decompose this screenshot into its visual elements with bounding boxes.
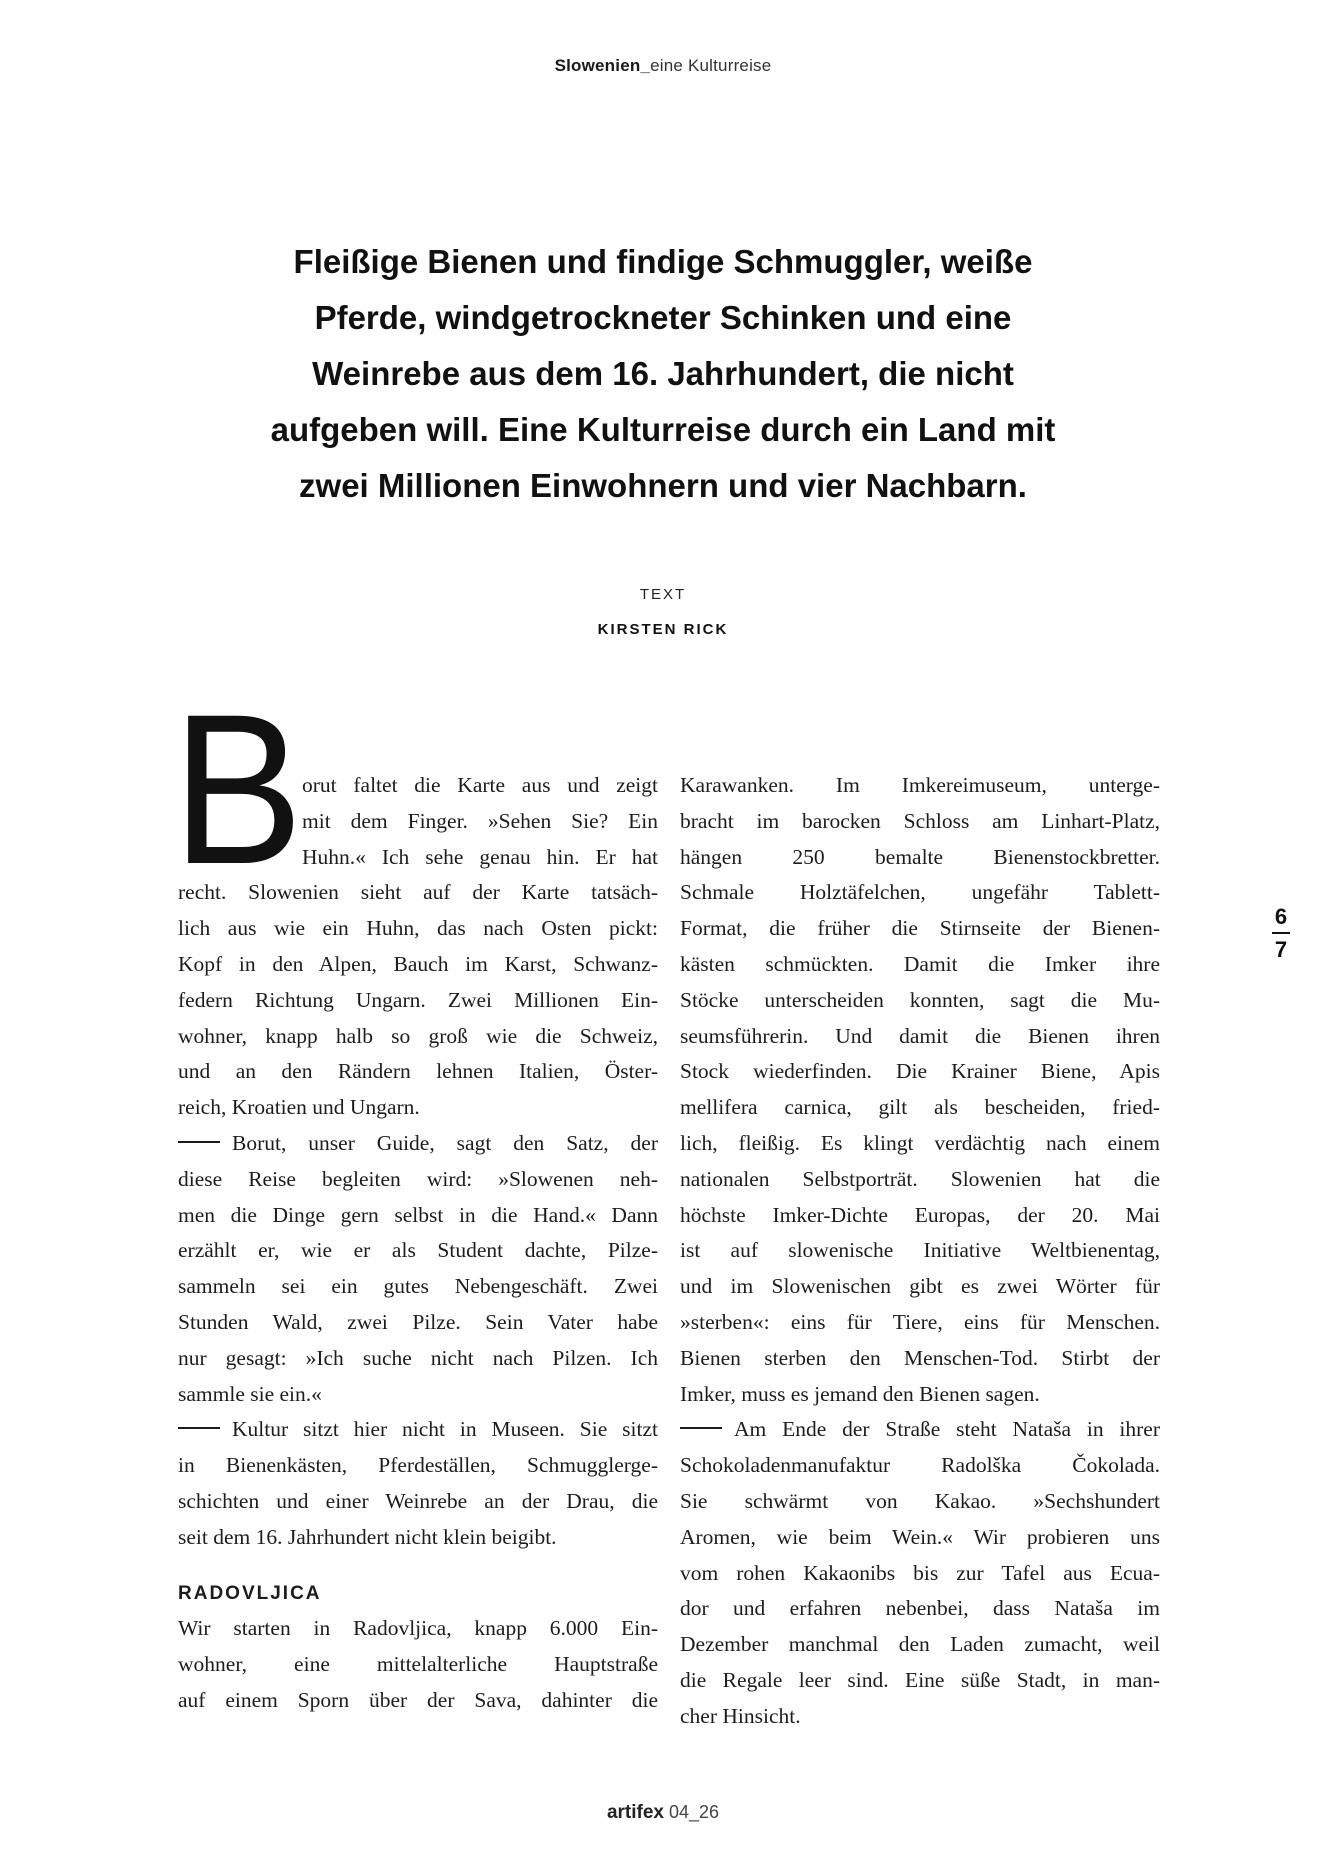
body-line: nur gesagt: »Ich suche nicht nach Pilzen. Ich <box>178 1345 658 1370</box>
body-line: Huhn.« Ich sehe genau hin. Er hat <box>302 844 658 869</box>
body-line: Aromen, wie beim Wein.« Wir probieren uns <box>680 1524 1160 1549</box>
body-line: sammeln sei ein gutes Nebengeschäft. Zwei <box>178 1274 658 1299</box>
page-number-left: 6 <box>1274 904 1288 929</box>
paragraph-dash <box>178 1141 220 1143</box>
body-line: Borut, unser Guide, sagt den Satz, der <box>232 1130 658 1155</box>
body-line: cher Hinsicht. <box>680 1703 801 1728</box>
body-line: Stunden Wald, zwei Pilze. Sein Vater habe <box>178 1309 658 1334</box>
paragraph-start <box>680 1412 1160 1448</box>
body-line: und an den Rändern lehnen Italien, Öster- <box>178 1059 658 1084</box>
body-line: erzählt er, wie er als Student dachte, Pilze- <box>178 1238 658 1263</box>
body-line: höchste Imker-Dichte Europas, der 20. Mai <box>680 1202 1160 1227</box>
lead-line: Fleißige Bienen und findige Schmuggler, weiße <box>293 243 1033 280</box>
running-head <box>0 56 1326 76</box>
paragraph-start <box>178 1126 658 1162</box>
body-line: Wir starten in Radovljica, knapp 6.000 Ein- <box>178 1616 658 1641</box>
body-line: Dezember manchmal den Laden zumacht, weil <box>680 1632 1160 1657</box>
body-line: mellifera carnica, gilt als bescheiden, fried- <box>680 1095 1160 1120</box>
body-line: Kultur sitzt hier nicht in Museen. Sie sitzt <box>232 1417 658 1442</box>
body-line: men die Dinge gern selbst in die Hand.« Dann <box>178 1202 658 1227</box>
section-subheading: RADOVLJICA <box>178 1582 322 1604</box>
body-line: schichten und einer Weinrebe an der Drau, die <box>178 1488 658 1513</box>
lead-line: aufgeben will. Eine Kulturreise durch ein Land mit <box>270 411 1056 448</box>
lead-line: Pferde, windgetrockneter Schinken und eine <box>314 299 1012 336</box>
credit-label: TEXT <box>639 586 687 603</box>
body-line: dor und erfahren nebenbei, dass Nataša im <box>680 1596 1160 1621</box>
body-line: Schmale Holztäfelchen, ungefähr Tablett- <box>680 880 1160 905</box>
body-line: auf einem Sporn über der Sava, dahinter die <box>178 1687 658 1712</box>
body-line: Am Ende der Straße steht Nataša in ihrer <box>734 1417 1160 1442</box>
body-line: reich, Kroatien und Ungarn. <box>178 1095 420 1120</box>
body-line: Kopf in den Alpen, Bauch im Karst, Schwanz- <box>178 951 658 976</box>
body-line: Stock wiederfinden. Die Krainer Biene, Apis <box>680 1059 1160 1084</box>
body-line: bracht im barocken Schloss am Linhart-Platz, <box>680 808 1160 833</box>
paragraph-start <box>178 1412 658 1448</box>
body-line: federn Richtung Ungarn. Zwei Millionen Ein- <box>178 987 658 1012</box>
drop-cap: B <box>172 670 304 909</box>
body-line: wohner, knapp halb so groß wie die Schweiz, <box>178 1023 658 1048</box>
paragraph-dash <box>680 1427 722 1429</box>
body-line: kästen schmückten. Damit die Imker ihre <box>680 951 1160 976</box>
credit-author: KIRSTEN RICK <box>597 621 729 638</box>
running-head-subtitle: eine Kulturreise <box>650 56 772 75</box>
body-line: nationalen Selbstporträt. Slowenien hat die <box>680 1166 1160 1191</box>
body-line: recht. Slowenien sieht auf der Karte tatsäch- <box>178 880 658 905</box>
body-line: sammle sie ein.« <box>178 1381 322 1406</box>
body-line: seit dem 16. Jahrhundert nicht klein beigibt. <box>178 1524 557 1549</box>
body-line: diese Reise begleiten wird: »Slowenen neh- <box>178 1166 658 1191</box>
body-line: »sterben«: eins für Tiere, eins für Menschen. <box>680 1309 1160 1334</box>
body-line: die Regale leer sind. Eine süße Stadt, in man- <box>680 1667 1160 1692</box>
body-line: wohner, eine mittelalterliche Hauptstraße <box>178 1652 658 1677</box>
body-column-left <box>178 768 658 1719</box>
body-line: Imker, muss es jemand den Bienen sagen. <box>680 1381 1040 1406</box>
body-line: Bienen sterben den Menschen-Tod. Stirbt der <box>680 1345 1160 1370</box>
lead-line: Weinrebe aus dem 16. Jahrhundert, die nicht <box>312 355 1014 392</box>
body-line: hängen 250 bemalte Bienenstockbretter. <box>680 844 1160 869</box>
body-line: seumsführerin. Und damit die Bienen ihren <box>680 1023 1160 1048</box>
footer-brand: artifex <box>606 1802 664 1823</box>
lead-paragraph <box>260 234 1066 514</box>
page-numbers <box>1268 904 1294 963</box>
lead-line: zwei Millionen Einwohnern und vier Nachbarn. <box>299 467 1027 504</box>
body-line: vom rohen Kakaonibs bis zur Tafel aus Ecua- <box>680 1560 1160 1585</box>
body-line: Format, die früher die Stirnseite der Bienen- <box>680 916 1160 941</box>
body-column-right <box>680 768 1160 1735</box>
body-line: Sie schwärmt von Kakao. »Sechshundert <box>680 1488 1160 1513</box>
body-line: Karawanken. Im Imkereimuseum, unterge- <box>680 773 1160 797</box>
page-number-right: 7 <box>1274 937 1288 962</box>
page-number-divider <box>1272 932 1290 934</box>
footer <box>0 1802 1326 1824</box>
paragraph-dash <box>178 1427 220 1429</box>
running-head-title: Slowenien_ <box>554 56 651 75</box>
body-line: lich aus wie ein Huhn, das nach Osten pickt: <box>178 916 658 941</box>
footer-issue: 04_26 <box>663 1802 720 1822</box>
body-line: lich, fleißig. Es klingt verdächtig nach einem <box>680 1130 1160 1155</box>
body-line: in Bienenkästen, Pferdeställen, Schmugglerge- <box>178 1453 658 1478</box>
body-line: und im Slowenischen gibt es zwei Wörter für <box>680 1274 1160 1299</box>
body-line: mit dem Finger. »Sehen Sie? Ein <box>302 808 658 833</box>
body-line: ist auf slowenische Initiative Weltbienentag, <box>680 1238 1160 1263</box>
body-line: Schokoladenmanufaktur Radolška Čokolada. <box>680 1453 1160 1478</box>
body-line: orut faltet die Karte aus und zeigt <box>302 773 658 797</box>
body-line: Stöcke unterscheiden konnten, sagt die Mu- <box>680 987 1160 1012</box>
